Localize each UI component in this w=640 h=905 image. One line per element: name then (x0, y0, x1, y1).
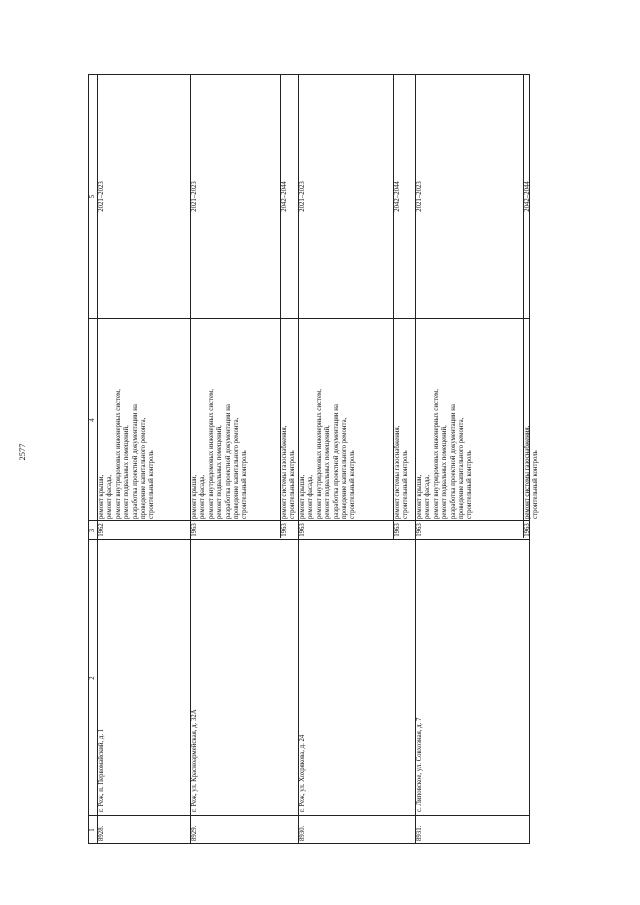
year-cell: 1963 (524, 523, 531, 537)
year-cell: 1963 (299, 523, 306, 537)
address-cell: г. Реж, ул. Хохрякова, д. 24 (299, 734, 306, 812)
works-cell: ремонт крыши, ремонт фасада, ремонт внутридомовых инженерных систем, ремонт подвальных помещений, разработка проектной документации на проведение капитального ремонта, строительный контроль (191, 389, 249, 519)
year-cell: 1963 (191, 523, 198, 537)
header-cell: 5 (89, 194, 96, 199)
row-number: 8929. (191, 825, 198, 841)
address-cell: г. Реж, ул. Красноармейская, д. 32А (191, 709, 198, 812)
column-divider (88, 74, 530, 75)
column-divider (88, 318, 530, 319)
row-number: 8930. (299, 825, 306, 841)
column-divider (88, 815, 530, 816)
period-cell: 2021–2023 (98, 181, 105, 212)
works-cell: ремонт крыши, ремонт фасада, ремонт внутридомовых инженерных систем, ремонт подвальных помещений, разработка проектной документации на проведение капитального ремонта, строительный контроль (98, 389, 156, 519)
period-cell: 2042–2044 (281, 181, 288, 212)
works-cell: ремонт крыши, ремонт фасада, ремонт внутридомовых инженерных систем, ремонт подвальных помещений, разработка проектной документации на проведение капитального ремонта, строительный контроль (416, 389, 474, 519)
column-divider (88, 539, 530, 540)
address-cell: с. Липовское, ул. Совхозная, д. 7 (416, 717, 423, 812)
period-cell: 2021–2023 (191, 181, 198, 212)
capital-repair-table (88, 74, 540, 844)
year-cell: 1963 (281, 523, 288, 537)
period-cell: 2042–2044 (524, 181, 531, 212)
column-divider (88, 843, 530, 844)
period-cell: 2021–2023 (299, 181, 306, 212)
year-cell: 1963 (394, 523, 401, 537)
header-cell: 1 (89, 828, 96, 832)
works-cell: ремонт системы газоснабжения, строительный контроль (281, 425, 297, 519)
row-number: 8931. (416, 825, 423, 841)
works-cell: ремонт системы газоснабжения, строительный контроль (524, 425, 540, 519)
header-cell: 2 (89, 676, 96, 680)
works-cell: ремонт крыши, ремонт фасада, ремонт внутридомовых инженерных систем, ремонт подвальных помещений, разработка проектной документации на проведение капитального ремонта, строительный контроль (299, 389, 357, 519)
page-number: 2577 (17, 443, 27, 461)
header-cell: 3 (89, 528, 96, 533)
header-cell: 4 (89, 418, 96, 422)
address-cell: г. Реж, п. Первомайский, д. 1 (98, 728, 105, 812)
column-divider (88, 520, 530, 521)
period-cell: 2021–2023 (416, 181, 423, 212)
row-number: 8928. (98, 825, 105, 841)
works-cell: ремонт системы газоснабжения, строительный контроль (394, 425, 410, 519)
year-cell: 1963 (416, 523, 423, 537)
year-cell: 1962 (98, 523, 105, 537)
rotated-table-container (88, 74, 540, 844)
period-cell: 2042–2044 (394, 181, 401, 212)
